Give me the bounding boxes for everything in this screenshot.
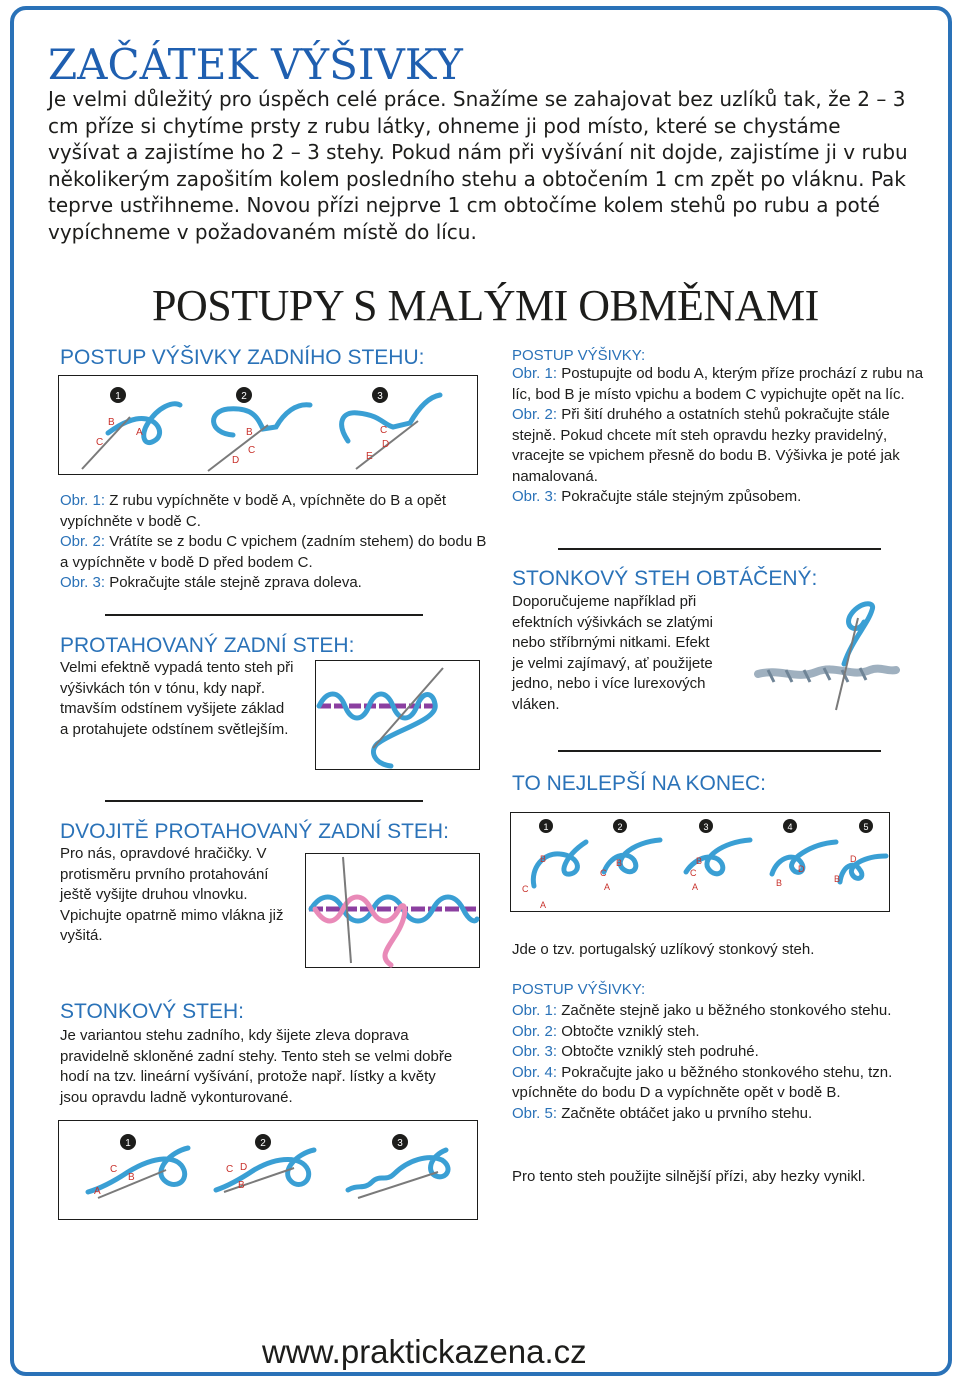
point-letter: B bbox=[246, 427, 253, 438]
best-steps bbox=[512, 1001, 942, 1124]
step-1: Obr. 1: Z rubu vypíchněte v bodě A, vpíchněte do B a opět vypíchněte v bodě C. bbox=[60, 492, 447, 530]
footer-url[interactable]: www.praktickazena.cz bbox=[262, 1333, 587, 1370]
best-tip: Pro tento steh použijte silnější přízi, aby hezky vynikl. bbox=[512, 1168, 866, 1185]
divider bbox=[558, 750, 881, 752]
back-stitch-illustration bbox=[58, 375, 478, 475]
section-subtitle: POSTUPY S MALÝMI OBMĚNAMI bbox=[152, 281, 819, 330]
page-title: ZAČÁTEK VÝŠIVKY bbox=[48, 40, 463, 89]
point-letter: B bbox=[540, 854, 547, 864]
point-letter: D bbox=[382, 439, 390, 450]
intro-paragraph: Je velmi důležitý pro úspěch celé práce. Snažíme se zahajovat bez uzlíků tak, že 2 – 3 cm příze si chytíme prsty z rubu látky, ohneme ji pod místo, které se chystáme vyšívat a zajistíme ho 2 – 3 stehy. Pokud nám při vyšívání nit dojde, zajistíme ji v rubu několikerým zapošitím kolem posledního stehu a obtočením 1 cm zpět po vláknu. Pak teprve ustřihneme. Novou přízi nejprve 1 cm obtočíme kolem stehů po rubu a poté vypíchneme v požadovaném místě do lícu. bbox=[48, 87, 908, 244]
laced-back-illustration bbox=[315, 660, 480, 770]
thread bbox=[840, 856, 886, 882]
thread bbox=[108, 404, 180, 443]
laced-back-heading: PROTAHOVANÝ ZADNÍ STEH: bbox=[60, 634, 355, 657]
double-laced-text: Pro nás, opravdové hračičky. V protisměru prvního protahování ještě vyšijte druhou vlnovku. Vpichujte opatrně mimo vlákna již vyšitá. bbox=[60, 845, 284, 944]
needle-icon bbox=[836, 618, 858, 710]
best-steps-heading: POSTUP VÝŠIVKY: bbox=[512, 981, 646, 998]
point-letter: C bbox=[226, 1164, 234, 1175]
step-number: 1 bbox=[543, 822, 549, 832]
point-letter: B bbox=[108, 417, 115, 428]
double-laced-heading: DVOJITĚ PROTAHOVANÝ ZADNÍ STEH: bbox=[60, 820, 449, 843]
thread bbox=[88, 1148, 188, 1192]
whipped-stem-text: Doporučujeme například při efektních výšivkách se zlatými nebo stříbrnými nitkami. Efekt je velmi zajímavý, ať použijete jedno, nebo i více lurexových vláken. bbox=[512, 593, 713, 713]
step-4: Obr. 4: Pokračujte jako u běžného stonkového stehu, tzn. vpíchněte do bodu D a vypíchněte opět v bodě B. bbox=[512, 1063, 893, 1101]
thread bbox=[604, 840, 660, 872]
best-note: Jde o tzv. portugalský uzlíkový stonkový steh. bbox=[512, 941, 815, 958]
step-number: 4 bbox=[787, 822, 793, 832]
thread bbox=[533, 842, 586, 886]
step-number: 1 bbox=[125, 1138, 131, 1149]
stem-illustration bbox=[58, 1120, 478, 1220]
step-number: 3 bbox=[377, 391, 383, 402]
point-letter: D bbox=[240, 1162, 248, 1173]
step-2: Obr. 2: Obtočte vzniklý steh. bbox=[512, 1022, 700, 1040]
right-steps bbox=[512, 364, 932, 508]
best-illustration bbox=[510, 812, 890, 912]
whipped-stem-illustration bbox=[740, 600, 900, 712]
thread bbox=[342, 395, 440, 441]
point-letter: B bbox=[128, 1172, 135, 1183]
point-letter: C bbox=[690, 868, 697, 878]
step-number: 2 bbox=[241, 391, 247, 402]
laced-back-text: Velmi efektně vypadá tento steh při výšivkách tón v tónu, kdy např. tmavším odstínem vyšijete základ a protahujete odstínem světlejším. bbox=[60, 659, 294, 738]
point-letter: A bbox=[604, 882, 611, 892]
point-letter: A bbox=[540, 900, 547, 910]
illustration-frame bbox=[59, 1121, 478, 1220]
point-letter: A bbox=[692, 882, 699, 892]
point-letter: A bbox=[94, 1186, 101, 1197]
point-letter: B bbox=[834, 874, 841, 884]
point-letter: C bbox=[110, 1164, 118, 1175]
right-steps-heading: POSTUP VÝŠIVKY: bbox=[512, 347, 646, 364]
step-5: Obr. 5: Začněte obtáčet jako u prvního stehu. bbox=[512, 1104, 813, 1122]
step-number: 5 bbox=[863, 822, 869, 832]
best-heading: TO NEJLEPŠÍ NA KONEC: bbox=[512, 772, 767, 795]
step-3: Obr. 3: Pokračujte stále stejným způsobem. bbox=[512, 488, 802, 505]
point-letter: C bbox=[600, 868, 607, 878]
point-letter: D bbox=[232, 455, 240, 466]
divider bbox=[105, 614, 423, 616]
step-2: Obr. 2: Vrátíte se z bodu C vpichem (zadním stehem) do bodu B a vypíchněte v bodě D před bodem C. bbox=[60, 533, 487, 571]
needle-icon bbox=[82, 417, 130, 469]
divider bbox=[558, 548, 881, 550]
point-letter: B bbox=[696, 856, 703, 866]
back-stitch-heading: POSTUP VÝŠIVKY ZADNÍHO STEHU: bbox=[60, 346, 425, 369]
point-letter: C bbox=[96, 437, 104, 448]
step-3: Obr. 3: Pokračujte stále stejně zprava doleva. bbox=[60, 574, 362, 591]
whipped-stem-heading: STONKOVÝ STEH OBTÁČENÝ: bbox=[512, 567, 818, 590]
step-3: Obr. 3: Obtočte vzniklý steh podruhé. bbox=[512, 1043, 759, 1060]
point-letter: C bbox=[380, 425, 388, 436]
point-letter: D bbox=[850, 854, 857, 864]
point-letter: D bbox=[798, 864, 805, 874]
point-letter: E bbox=[366, 451, 373, 462]
point-letter: A bbox=[136, 427, 143, 438]
point-letter: B bbox=[238, 1180, 245, 1191]
step-2: Obr. 2: Při šití druhého a ostatních stehů pokračujte stále stejně. Pokud chcete mít steh opravdu hezky pravidelný, vracejte se vpichem přesně do bodu B. Výšivka je poté jak namalovaná. bbox=[512, 406, 900, 485]
step-1: Obr. 1: Postupujte od bodu A, kterým příze prochází z rubu na líc, bod B je místo vpichu a bodem C vypichujte opět na líc. bbox=[512, 365, 924, 403]
step-number: 2 bbox=[617, 822, 623, 832]
step-number: 1 bbox=[115, 391, 121, 402]
step-1: Obr. 1: Začněte stejně jako u běžného stonkového stehu. bbox=[512, 1002, 892, 1019]
stem-text: Je variantou stehu zadního, kdy šijete zleva doprava pravidelně skloněné zadní stehy. Tento steh se velmi dobře hodí na tzv. lineární vyšívání, protože např. lístky a květy jsou opravdu ladně vykonturované. bbox=[60, 1027, 453, 1106]
back-stitch-steps bbox=[60, 491, 490, 594]
step-number: 3 bbox=[397, 1138, 403, 1149]
double-laced-illustration bbox=[305, 853, 480, 968]
point-letter: B bbox=[616, 858, 623, 868]
step-number: 3 bbox=[703, 822, 709, 832]
point-letter: C bbox=[248, 445, 256, 456]
point-letter: C bbox=[522, 884, 529, 894]
point-letter: B bbox=[776, 878, 783, 888]
step-number: 2 bbox=[260, 1138, 266, 1149]
divider bbox=[105, 800, 423, 802]
stem-heading: STONKOVÝ STEH: bbox=[60, 1000, 244, 1023]
